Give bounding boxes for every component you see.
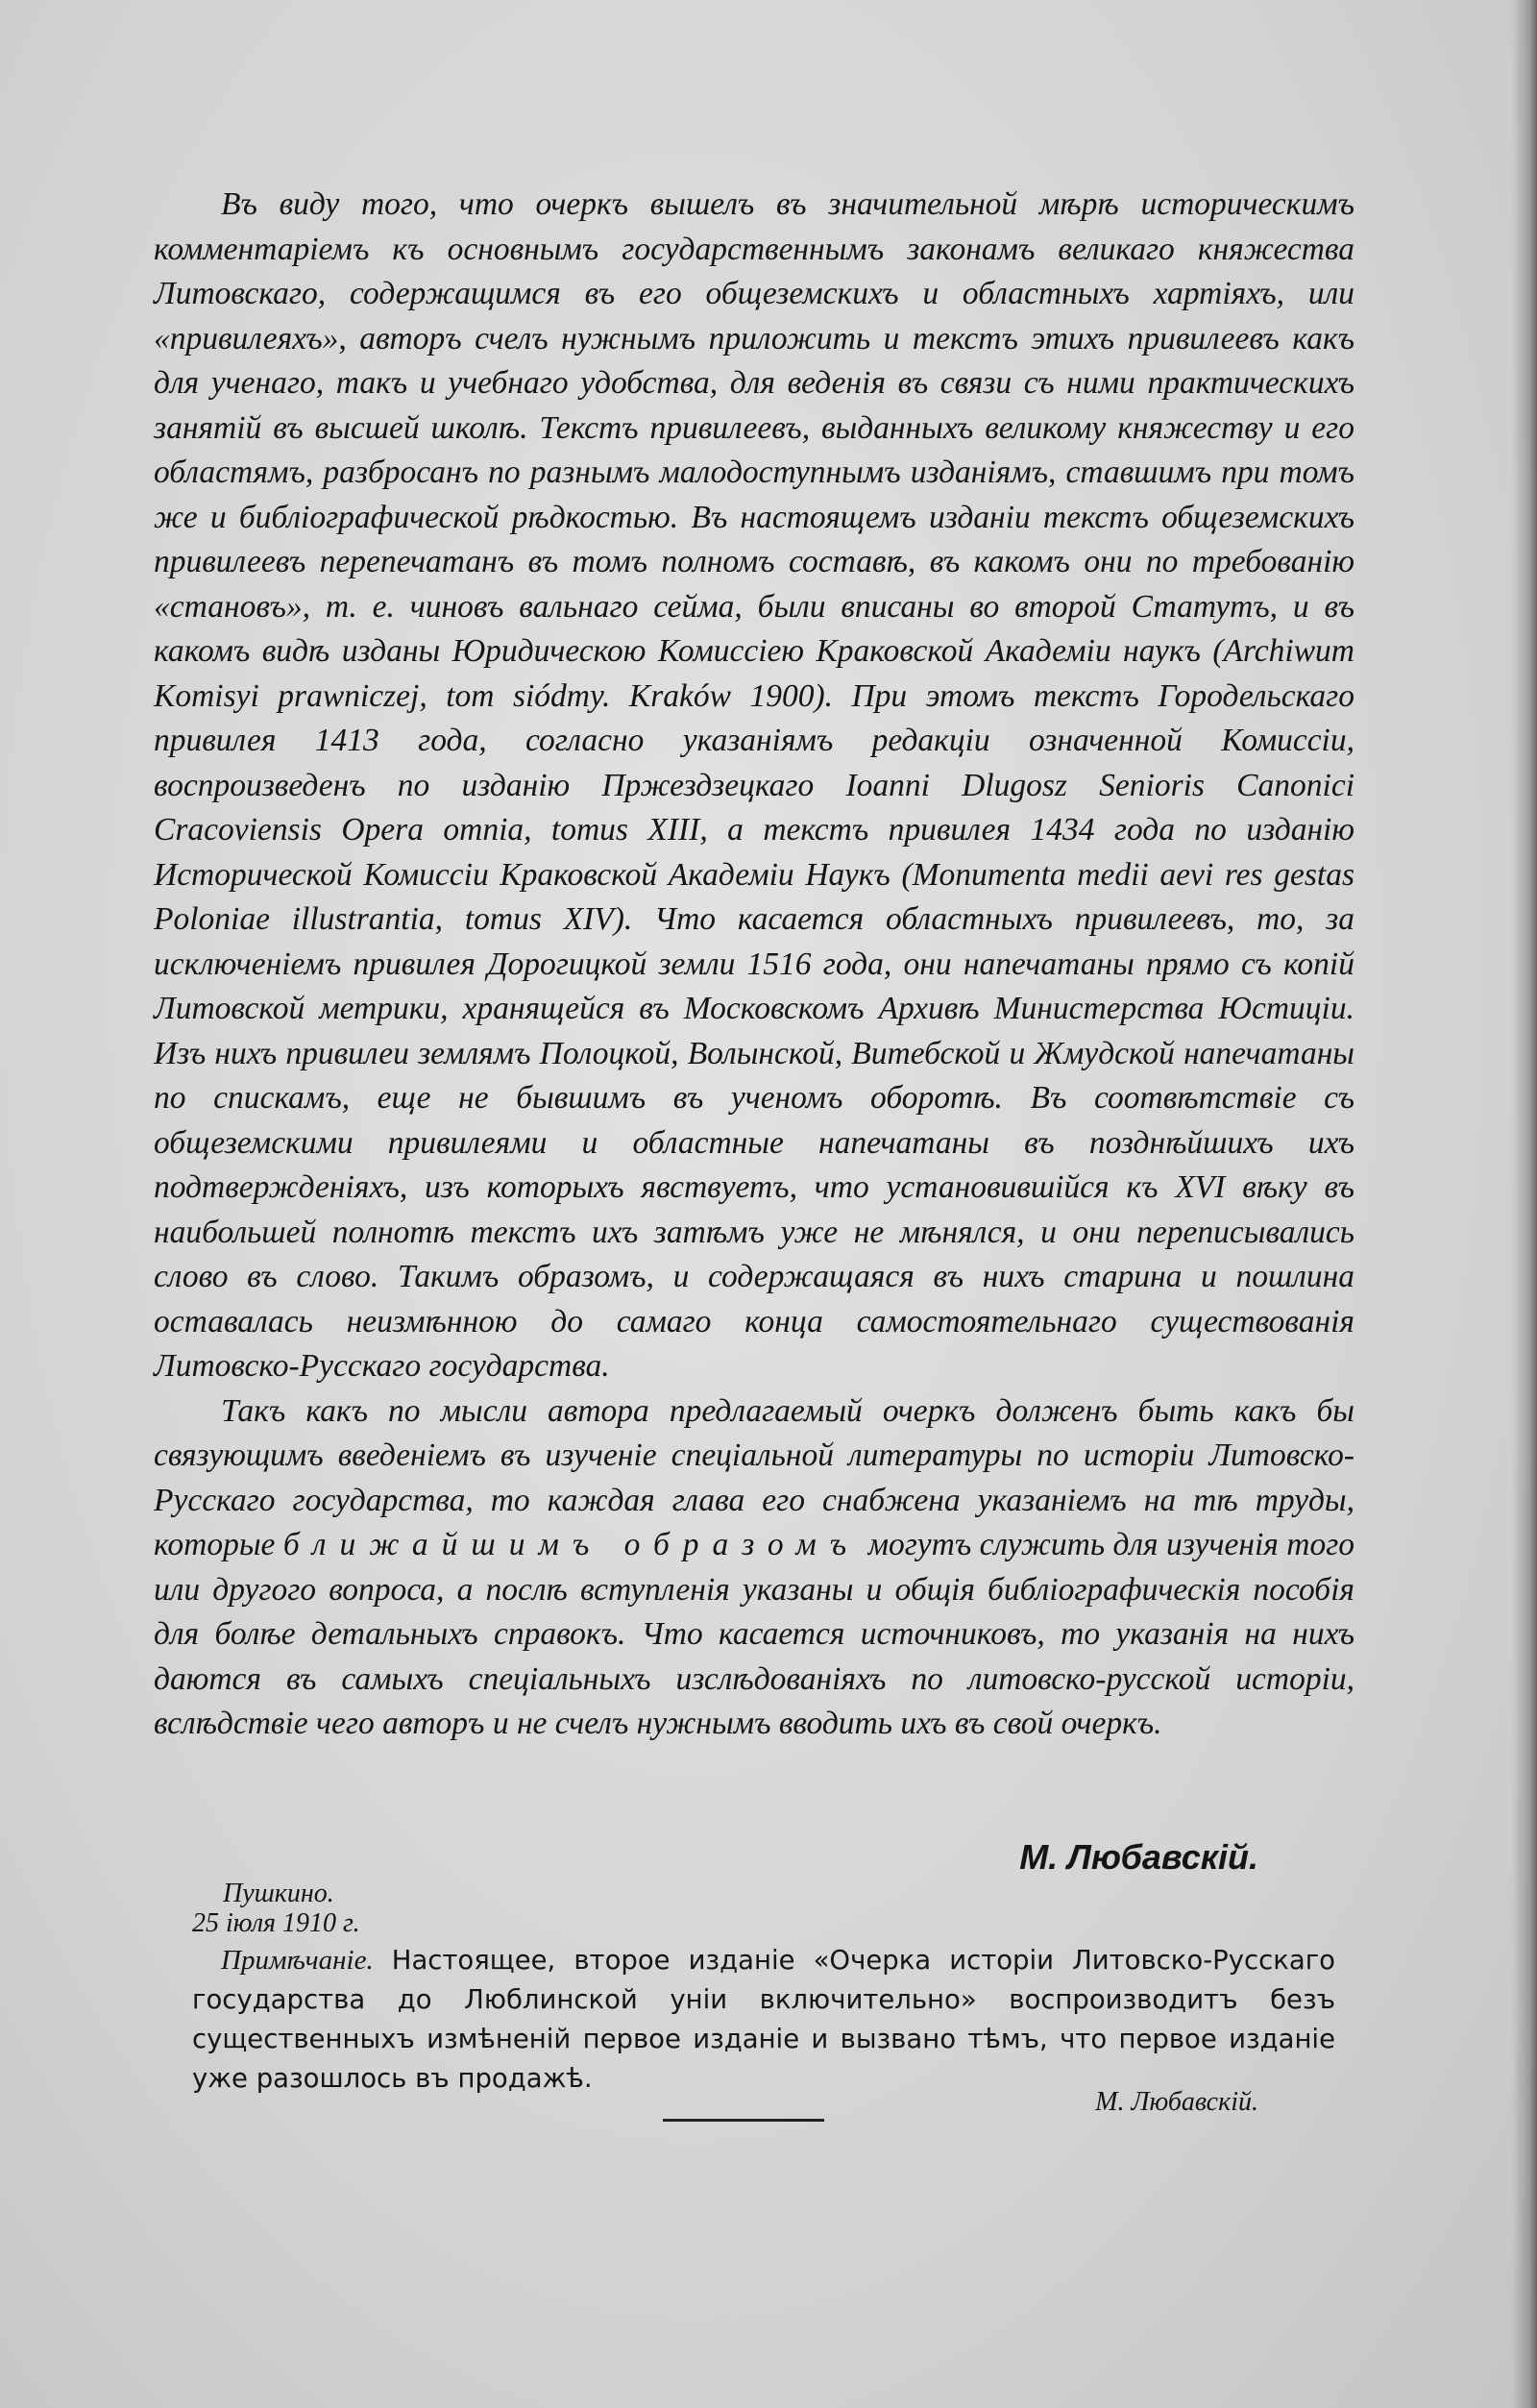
preface-body: [154, 183, 1354, 1747]
footnote: [192, 1941, 1335, 2099]
footnote-text: Настоящее, второе изданіе «Очерка исторіи Литовско-Русскаго государства до Люблинской уніи включительно» воспроизводитъ безъ существенныхъ измѣненій первое изданіе и вызвано тѣмъ, что первое изданіе уже разошлось въ продажѣ.: [192, 1945, 1335, 2094]
preface-paragraph-2: [154, 1389, 1354, 1747]
date-line: 25 іюля 1910 г.: [192, 1908, 360, 1938]
page-edge-shadow: [1512, 0, 1537, 2408]
paragraph-2-text-start: Такъ какъ по мысли автора предлагаемый очеркъ долженъ быть какъ бы связующимъ введеніемъ въ изученіе спеціальной литературы по исторіи Литовско-Русскаго государства, то каждая глава его снабжена указаніемъ на тѣ труды, которые: [154, 1392, 1354, 1562]
paragraph-2-text-end: могутъ служить для изученія того или другого вопроса, а послѣ вступленія указаны и общія библіографическія пособія для болѣе детальныхъ справокъ. Что касается источниковъ, то указанія на нихъ даются въ самыхъ спеціальныхъ изслѣдованіяхъ по литовско-русской исторіи, вслѣдствіе чего авторъ и не счелъ нужнымъ вводить ихъ въ свой очеркъ.: [154, 1527, 1355, 1741]
place-name: Пушкино.: [223, 1879, 334, 1908]
place-date-block: [192, 1879, 360, 1938]
preface-paragraph-1: Въ виду того, что очеркъ вышелъ въ значительной мѣрѣ историческимъ комментаріемъ къ основнымъ государственнымъ законамъ великаго княжества Литовскаго, содержащимся въ его общеземскихъ и областныхъ хартіяхъ, или «привилеяхъ», авторъ счелъ нужнымъ приложить и текстъ этихъ привилеевъ какъ для ученаго, такъ и учебнаго удобства, для веденія въ связи съ ними практическихъ занятій въ высшей школѣ. Текстъ привилеевъ, выданныхъ великому княжеству и его областямъ, разбросанъ по разнымъ малодоступнымъ изданіямъ, ставшимъ при томъ же и библіографической рѣдкостью. Въ настоящемъ изданіи текстъ общеземскихъ привилеевъ перепечатанъ въ томъ полномъ составѣ, въ какомъ они по требованію «становъ», т. е. чиновъ вальнаго сейма, были вписаны во второй Статутъ, и въ какомъ видѣ изданы Юридическою Комиссіею Краковской Академіи наукъ (Archiwum Komisyi prawniczej, tom siódmy. Kraków 1900). При этомъ текстъ Городельскаго привилея 1413 года, согласно указаніямъ редакціи означенной Комиссіи, воспроизведенъ по изданію Пржездзецкаго Ioanni Dlugosz Senioris Canonici Cracoviensis Opera omnia, tomus XIII, а текстъ привилея 1434 года по изданію Исторической Комиссіи Краковской Академіи Наукъ (Monumenta medii aevi res gestas Poloniae illustrantia, tomus XIV). Что касается областныхъ привилеевъ, то, за исключеніемъ привилея Дорогицкой земли 1516 года, они напечатаны прямо съ копій Литовской метрики, хранящейся въ Московскомъ Архивѣ Министерства Юстиціи. Изъ нихъ привилеи землямъ Полоцкой, Волынской, Витебской и Жмудской напечатаны по спискамъ, еще не бывшимъ въ ученомъ оборотѣ. Въ соотвѣтствіе съ общеземскими привилеями и областные напечатаны въ позднѣйшихъ ихъ подтвержденіяхъ, изъ которыхъ явствуетъ, что установившійся къ XVI вѣку въ наибольшей полнотѣ текстъ ихъ затѣмъ уже не мѣнялся, и они переписывались слово въ слово. Такимъ образомъ, и содержащаяся въ нихъ старина и пошлина оставалась неизмѣнною до самаго конца самостоятельнаго существованія Литовско-Русскаго государства.: [154, 186, 1354, 1384]
footnote-signature: М. Любавскій.: [1095, 2087, 1258, 2117]
closing-rule-divider: [663, 2119, 824, 2122]
author-signature: М. Любавскій.: [1019, 1837, 1258, 1877]
footnote-lead: Примѣчаніе.: [221, 1945, 374, 1976]
paragraph-2-spaced-emphasis: ближайшимъ образомъ: [282, 1527, 861, 1562]
